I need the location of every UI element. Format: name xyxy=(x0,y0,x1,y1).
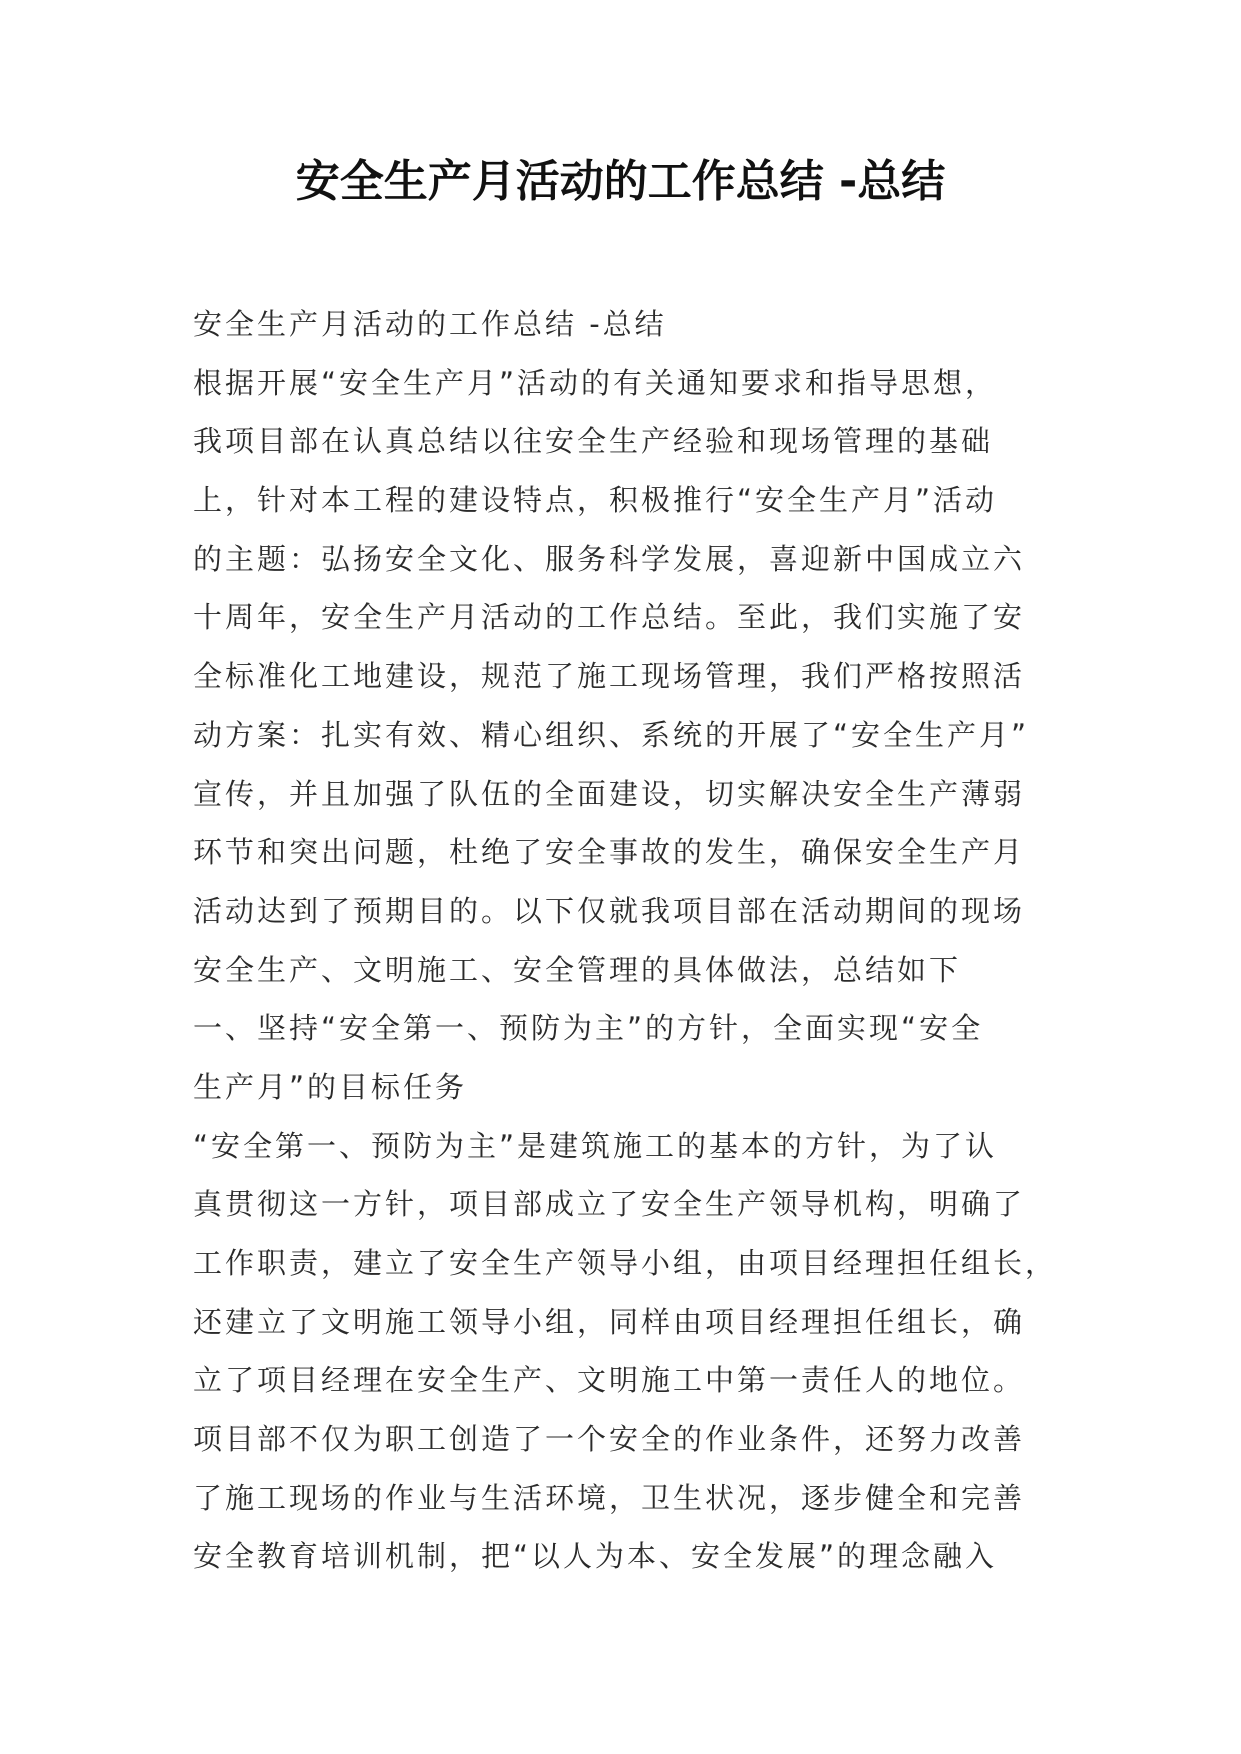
document-title: 安全生产月活动的工作总结 -总结 xyxy=(295,156,946,207)
body-line: 宣传，并且加强了队伍的全面建设，切实解决安全生产薄弱 xyxy=(193,776,1026,811)
section-heading-line: 生产月”的目标任务 xyxy=(193,1069,468,1104)
body-line: 我项目部在认真总结以往安全生产经验和现场管理的基础 xyxy=(193,424,994,459)
body-line: 安全生产、文明施工、安全管理的具体做法，总结如下 xyxy=(193,952,962,987)
body-line: 环节和突出问题，杜绝了安全事故的发生，确保安全生产月 xyxy=(193,835,1026,870)
body-line: 活动达到了预期目的。以下仅就我项目部在活动期间的现场 xyxy=(193,893,1026,928)
body-line: 全标准化工地建设，规范了施工现场管理，我们严格按照活 xyxy=(193,659,1026,694)
body-line: 工作职责，建立了安全生产领导小组，由项目经理担任组长， xyxy=(193,1246,1058,1280)
body-line: 项目部不仅为职工创造了一个安全的作业条件，还努力改善 xyxy=(193,1422,1026,1457)
body-line: 的主题：弘扬安全文化、服务科学发展，喜迎新中国成立六 xyxy=(193,541,1026,576)
body-line: 上，针对本工程的建设特点，积极推行“安全生产月”活动 xyxy=(193,483,998,518)
body-line: “安全第一、预防为主”是建筑施工的基本的方针，为了认 xyxy=(193,1128,998,1163)
body-line: 还建立了文明施工领导小组，同样由项目经理担任组长，确 xyxy=(193,1304,1026,1339)
section-heading-line: 一、坚持“安全第一、预防为主”的方针，全面实现“安全 xyxy=(193,1011,984,1046)
body-line: 十周年，安全生产月活动的工作总结。至此，我们实施了安 xyxy=(193,600,1026,635)
body-line: 真贯彻这一方针，项目部成立了安全生产领导机构，明确了 xyxy=(193,1187,1026,1222)
body-line: 立了项目经理在安全生产、文明施工中第一责任人的地位。 xyxy=(193,1363,1026,1398)
body-line: 动方案：扎实有效、精心组织、系统的开展了“安全生产月” xyxy=(193,717,1030,752)
body-line: 安全生产月活动的工作总结 -总结 xyxy=(193,307,667,341)
body-line: 根据开展“安全生产月”活动的有关通知要求和指导思想， xyxy=(193,365,998,400)
body-line: 了施工现场的作业与生活环境，卫生状况，逐步健全和完善 xyxy=(193,1480,1026,1515)
body-line: 安全教育培训机制，把“以人为本、安全发展”的理念融入 xyxy=(193,1539,998,1574)
document-body xyxy=(193,295,1063,1586)
